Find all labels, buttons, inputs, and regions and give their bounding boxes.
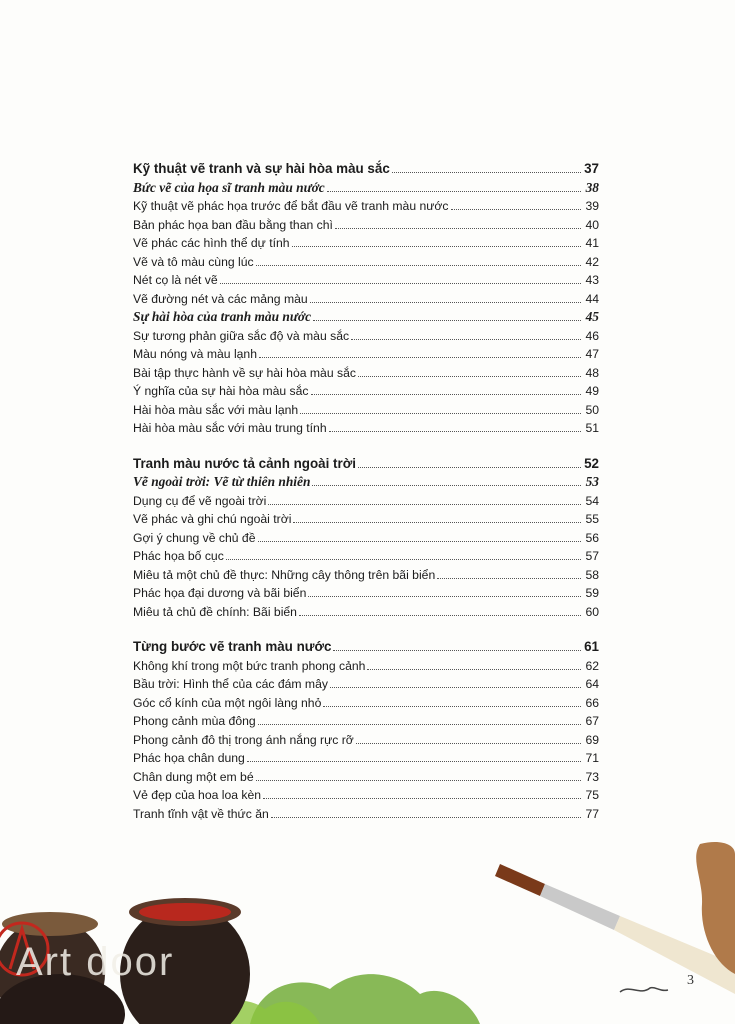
toc-entry-page: 49 xyxy=(585,384,599,398)
toc-entry-title: Tranh màu nước tả cảnh ngoài trời xyxy=(133,455,356,471)
dot-leader xyxy=(220,271,581,284)
dot-leader xyxy=(323,694,581,707)
toc-entry[interactable] xyxy=(133,510,599,529)
toc-entry-title: Bức vẽ của họa sĩ tranh màu nước xyxy=(133,179,325,195)
toc-entry-title: Tranh tĩnh vật về thức ăn xyxy=(133,806,269,821)
dot-leader xyxy=(451,197,581,210)
toc-entry-page: 43 xyxy=(585,273,599,287)
toc-entry-title: Kỹ thuật vẽ phác họa trước để bắt đầu vẽ tranh màu nước xyxy=(133,199,449,213)
toc-entry-title: Hài hòa màu sắc với màu lạnh xyxy=(133,402,299,417)
toc-entry[interactable] xyxy=(133,584,599,603)
toc-entry-title: Vẽ ngoài trời: Vẽ từ thiên nhiên xyxy=(133,474,311,489)
toc-entry-page: 40 xyxy=(585,217,599,232)
toc-entry-title: Phong cảnh mùa đông xyxy=(133,714,256,728)
toc-entry-title: Bầu trời: Hình thể của các đám mây xyxy=(133,677,328,691)
dot-leader xyxy=(351,327,581,340)
toc-entry-title: Vẽ phác các hình thể dự tính xyxy=(133,236,290,250)
toc-entry-title: Chân dung một em bé xyxy=(133,769,254,784)
dot-leader xyxy=(247,749,581,762)
toc-entry-page: 67 xyxy=(585,714,599,728)
toc-entry-title: Vẻ đẹp của hoa loa kèn xyxy=(133,788,262,802)
dot-leader xyxy=(392,160,581,173)
toc-entry-title: Phác họa đại dương và bãi biển xyxy=(133,586,307,600)
dot-leader xyxy=(308,584,581,597)
dot-leader xyxy=(312,473,581,486)
toc-section xyxy=(133,455,599,622)
dot-leader xyxy=(310,290,581,303)
toc-entry-title: Bản phác họa ban đầu bằng than chì xyxy=(133,217,333,232)
toc-entry-title: Phác họa bố cục xyxy=(133,549,224,563)
toc-entry[interactable] xyxy=(133,216,599,235)
dot-leader xyxy=(437,566,581,579)
toc-entry-page: 48 xyxy=(585,365,599,380)
dot-leader xyxy=(333,638,581,651)
decorative-artwork xyxy=(0,824,735,1024)
toc-entry-title: Miêu tả một chủ đề thực: Những cây thông trên bãi biển xyxy=(133,567,436,582)
toc-entry-page: 52 xyxy=(584,455,599,471)
toc-entry-page: 61 xyxy=(584,639,599,654)
dot-leader xyxy=(335,216,581,229)
dot-leader xyxy=(226,547,581,560)
toc-entry[interactable] xyxy=(133,657,599,676)
dot-leader xyxy=(271,805,581,818)
toc-entry[interactable] xyxy=(133,492,599,511)
toc-entry-page: 46 xyxy=(585,328,599,343)
dot-leader xyxy=(356,731,581,744)
toc-entry[interactable] xyxy=(133,712,599,731)
dot-leader xyxy=(268,492,581,505)
toc-entry-title: Gợi ý chung về chủ đề xyxy=(133,530,256,545)
toc-entry[interactable] xyxy=(133,529,599,548)
logo-text: Art door xyxy=(16,940,175,984)
toc-entry-page: 60 xyxy=(585,604,599,619)
toc-entry[interactable] xyxy=(133,603,599,622)
dot-leader xyxy=(259,345,581,358)
toc-entry[interactable] xyxy=(133,675,599,694)
dot-leader xyxy=(330,675,581,688)
toc-entry-page: 51 xyxy=(585,421,599,435)
toc-entry[interactable] xyxy=(133,455,599,474)
toc-entry[interactable] xyxy=(133,253,599,272)
toc-entry-page: 66 xyxy=(585,695,599,710)
toc-entry[interactable] xyxy=(133,197,599,216)
toc-entry-page: 45 xyxy=(585,309,599,324)
toc-entry-title: Miêu tả chủ đề chính: Bãi biển xyxy=(133,604,297,619)
dot-leader xyxy=(258,529,582,542)
dot-leader xyxy=(300,401,581,414)
toc-entry-page: 54 xyxy=(585,493,599,508)
toc-entry[interactable] xyxy=(133,382,599,401)
dot-leader xyxy=(367,657,581,670)
dot-leader xyxy=(263,786,581,799)
dot-leader xyxy=(292,234,581,247)
dot-leader xyxy=(256,768,581,781)
toc-entry-title: Vẽ phác và ghi chú ngoài trời xyxy=(133,512,292,526)
toc-entry[interactable] xyxy=(133,419,599,438)
toc-entry-title: Hài hòa màu sắc với màu trung tính xyxy=(133,421,327,435)
dot-leader xyxy=(327,179,581,192)
toc-entry-title: Vẽ và tô màu cùng lúc xyxy=(133,254,254,269)
toc-entry-page: 58 xyxy=(585,567,599,582)
toc-entry[interactable] xyxy=(133,566,599,585)
toc-entry[interactable] xyxy=(133,473,599,492)
toc-entry[interactable] xyxy=(133,547,599,566)
dot-leader xyxy=(258,712,581,725)
toc-entry-title: Góc cổ kính của một ngôi làng nhỏ xyxy=(133,695,322,710)
toc-entry-page: 37 xyxy=(584,161,599,176)
toc-entry-page: 38 xyxy=(585,179,599,195)
toc-entry-title: Nét cọ là nét vẽ xyxy=(133,273,218,287)
table-of-contents xyxy=(133,160,599,823)
toc-section xyxy=(133,638,599,823)
dot-leader xyxy=(358,364,581,377)
toc-entry[interactable] xyxy=(133,271,599,290)
toc-entry-title: Từng bước vẽ tranh màu nước xyxy=(133,639,332,654)
toc-entry[interactable] xyxy=(133,694,599,713)
toc-entry-title: Ý nghĩa của sự hài hòa màu sắc xyxy=(133,384,309,398)
toc-entry-title: Sự tương phản giữa sắc độ và màu sắc xyxy=(133,328,350,343)
toc-entry-page: 75 xyxy=(585,788,599,802)
toc-entry[interactable] xyxy=(133,786,599,805)
toc-entry-page: 39 xyxy=(585,199,599,213)
dot-leader xyxy=(299,603,581,616)
toc-entry-page: 50 xyxy=(585,402,599,417)
dot-leader xyxy=(313,308,581,321)
toc-entry-page: 53 xyxy=(585,474,599,489)
toc-entry[interactable] xyxy=(133,749,599,768)
toc-entry-title: Vẽ đường nét và các mảng màu xyxy=(133,291,308,306)
toc-entry-title: Dụng cụ để vẽ ngoài trời xyxy=(133,493,267,508)
toc-entry-page: 62 xyxy=(585,658,599,673)
dot-leader xyxy=(311,382,581,395)
signature-mark xyxy=(620,988,668,992)
toc-entry-title: Phong cảnh đô thị trong ánh nắng rực rỡ xyxy=(133,732,354,747)
toc-entry-page: 57 xyxy=(585,549,599,563)
toc-entry[interactable] xyxy=(133,768,599,787)
dot-leader xyxy=(358,455,581,468)
toc-entry-page: 56 xyxy=(585,530,599,545)
toc-entry-page: 69 xyxy=(585,732,599,747)
toc-entry-title: Không khí trong một bức tranh phong cảnh xyxy=(133,658,366,673)
toc-entry[interactable] xyxy=(133,234,599,253)
toc-section xyxy=(133,160,599,438)
toc-entry-page: 73 xyxy=(585,769,599,784)
toc-entry-page: 77 xyxy=(585,806,599,821)
dot-leader xyxy=(256,253,581,266)
page-number: 3 xyxy=(687,973,694,988)
toc-entry-title: Màu nóng và màu lạnh xyxy=(133,347,257,361)
toc-entry[interactable] xyxy=(133,401,599,420)
toc-entry-page: 44 xyxy=(585,291,599,306)
toc-entry-title: Phác họa chân dung xyxy=(133,751,245,765)
toc-entry[interactable] xyxy=(133,805,599,824)
toc-entry-page: 71 xyxy=(585,751,599,765)
dot-leader xyxy=(329,419,581,432)
paintbrush-icon xyxy=(495,864,735,994)
toc-entry[interactable] xyxy=(133,179,599,198)
toc-entry[interactable] xyxy=(133,308,599,327)
toc-entry-page: 42 xyxy=(585,254,599,269)
toc-entry-title: Sự hài hòa của tranh màu nước xyxy=(133,309,312,324)
dot-leader xyxy=(293,510,581,523)
toc-entry[interactable] xyxy=(133,327,599,346)
toc-entry-title: Bài tập thực hành về sự hài hòa màu sắc xyxy=(133,365,356,380)
toc-entry-page: 64 xyxy=(585,677,599,691)
toc-entry-page: 55 xyxy=(585,512,599,526)
toc-entry[interactable] xyxy=(133,364,599,383)
toc-entry[interactable] xyxy=(133,345,599,364)
toc-entry[interactable] xyxy=(133,160,599,179)
toc-entry[interactable] xyxy=(133,290,599,309)
toc-entry[interactable] xyxy=(133,731,599,750)
toc-entry-title: Kỹ thuật vẽ tranh và sự hài hòa màu sắc xyxy=(133,161,390,176)
toc-entry-page: 59 xyxy=(585,586,599,600)
toc-entry-page: 41 xyxy=(585,236,599,250)
toc-entry[interactable] xyxy=(133,638,599,657)
toc-entry-page: 47 xyxy=(585,347,599,361)
